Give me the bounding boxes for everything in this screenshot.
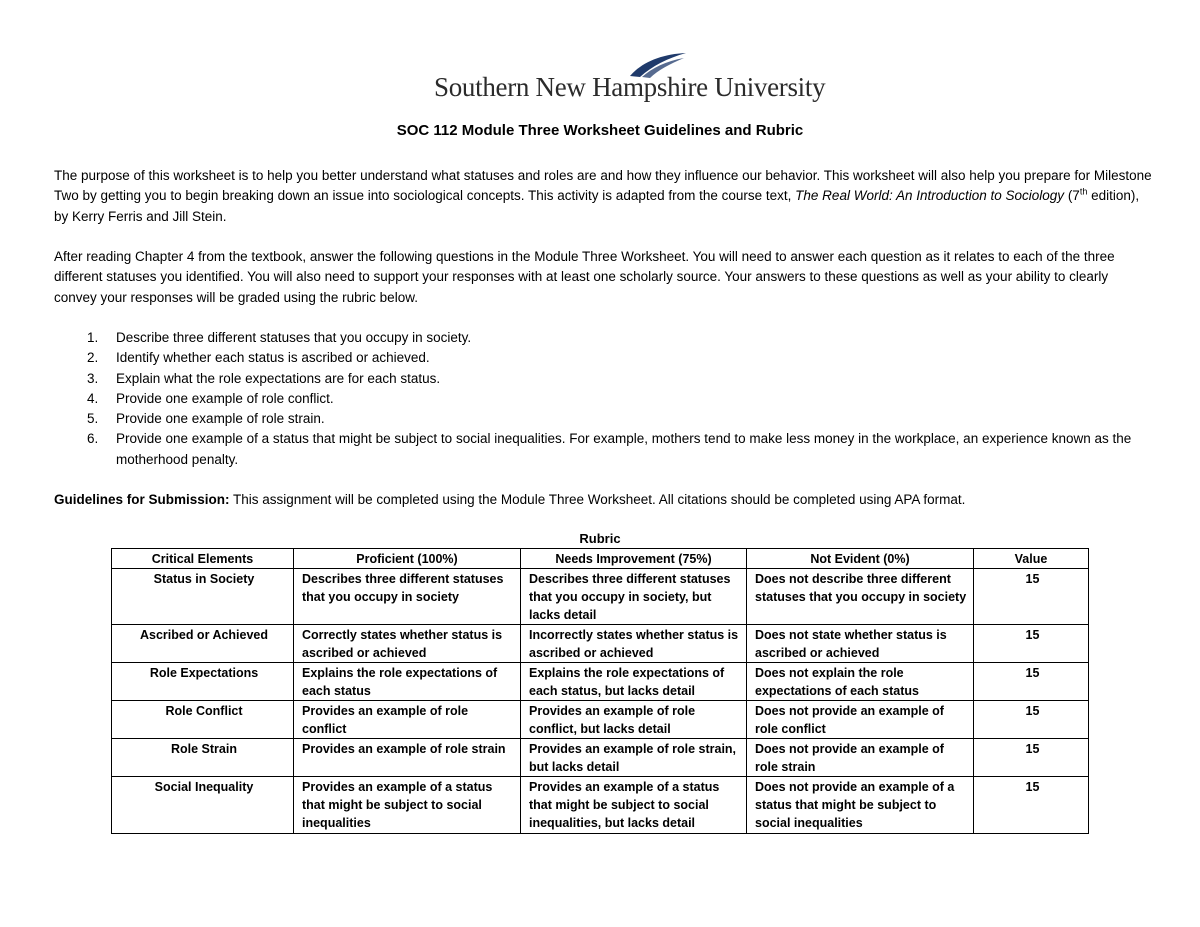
critical-element: Role Strain <box>112 739 294 777</box>
needs-improvement-cell: Describes three different statuses that you occupy in society, but lacks detail <box>521 569 747 625</box>
proficient-cell: Provides an example of role strain <box>294 739 521 777</box>
edition-open: (7 <box>1064 188 1080 204</box>
snhu-logo <box>434 52 826 102</box>
critical-element: Role Expectations <box>112 663 294 701</box>
edition-close: edition), by Kerry Ferris and Jill Stein. <box>54 188 1140 224</box>
header-not-evident: Not Evident (0%) <box>747 549 974 569</box>
question-list <box>54 328 1154 470</box>
proficient-cell: Provides an example of a status that might be subject to social inequalities <box>294 777 521 834</box>
page-title: SOC 112 Module Three Worksheet Guidelines and Rubric <box>396 122 804 139</box>
rubric-header-row <box>112 549 1089 569</box>
needs-improvement-cell: Provides an example of role strain, but lacks detail <box>521 739 747 777</box>
value-cell: 15 <box>974 569 1089 625</box>
logo-text: Southern New Hampshire University <box>434 72 826 102</box>
question-text: Explain what the role expectations are for each status. <box>116 370 441 386</box>
list-item <box>54 389 1154 409</box>
not-evident-cell: Does not provide an example of role strain <box>747 739 974 777</box>
proficient-cell: Correctly states whether status is ascribed or achieved <box>294 625 521 663</box>
question-number: 6. <box>87 431 99 447</box>
needs-improvement-cell: Explains the role expectations of each status, but lacks detail <box>521 663 747 701</box>
question-text: Provide one example of role strain. <box>116 411 325 427</box>
critical-element: Social Inequality <box>112 777 294 834</box>
intro-text: The purpose of this worksheet is to help you better understand what statuses and roles are and how they influence our behavior. This worksheet will also help you prepare for Milestone Two by getting you to begin breaking down an issue into sociological concepts. This activity is adapted from the course text, <box>54 168 1152 204</box>
edition-sup: th <box>1079 186 1088 197</box>
needs-improvement-cell: Incorrectly states whether status is ascribed or achieved <box>521 625 747 663</box>
not-evident-cell: Does not provide an example of role conflict <box>747 701 974 739</box>
table-row <box>112 777 1089 834</box>
guidelines-text: This assignment will be completed using the Module Three Worksheet. All citations should be completed using APA format. <box>229 492 966 507</box>
proficient-cell: Explains the role expectations of each status <box>294 663 521 701</box>
list-item <box>54 409 1154 429</box>
not-evident-cell: Does not describe three different statuses that you occupy in society <box>747 569 974 625</box>
guidelines-label: Guidelines for Submission: <box>54 492 230 507</box>
table-row <box>112 569 1089 625</box>
list-item <box>54 369 1154 389</box>
list-item <box>54 328 1154 348</box>
table-row <box>112 625 1089 663</box>
question-number: 3. <box>87 370 99 386</box>
question-number: 4. <box>87 390 99 406</box>
proficient-cell: Describes three different statuses that you occupy in society <box>294 569 521 625</box>
question-text: Identify whether each status is ascribed or achieved. <box>116 350 430 366</box>
question-number: 5. <box>87 411 99 427</box>
critical-element: Role Conflict <box>112 701 294 739</box>
question-number: 1. <box>87 330 99 345</box>
list-item <box>54 348 1154 368</box>
header-proficient: Proficient (100%) <box>294 549 521 569</box>
rubric-table <box>111 548 1089 834</box>
header-critical-elements: Critical Elements <box>112 549 294 569</box>
not-evident-cell: Does not state whether status is ascribed or achieved <box>747 625 974 663</box>
submission-guidelines <box>54 490 1154 510</box>
question-number: 2. <box>87 350 99 366</box>
header-needs-improvement: Needs Improvement (75%) <box>521 549 747 569</box>
needs-improvement-cell: Provides an example of a status that might be subject to social inequalities, but lacks detail <box>521 777 747 834</box>
list-item <box>54 429 1154 470</box>
critical-element: Status in Society <box>112 569 294 625</box>
not-evident-cell: Does not provide an example of a status that might be subject to social inequalities <box>747 777 974 834</box>
table-row <box>112 739 1089 777</box>
critical-element: Ascribed or Achieved <box>112 625 294 663</box>
question-text: Describe three different statuses that you occupy in society. <box>116 330 472 345</box>
intro-paragraph <box>54 166 1154 227</box>
book-title: The Real World: An Introduction to Sociology <box>795 188 1065 204</box>
needs-improvement-cell: Provides an example of role conflict, but lacks detail <box>521 701 747 739</box>
question-text: Provide one example of role conflict. <box>116 390 334 406</box>
table-row <box>112 663 1089 701</box>
rubric-caption: Rubric <box>579 531 621 546</box>
question-text: Provide one example of a status that might be subject to social inequalities. For example, mothers tend to make less money in the workplace, an experience known as the motherhood penalty. <box>116 431 1132 467</box>
value-cell: 15 <box>974 663 1089 701</box>
value-cell: 15 <box>974 625 1089 663</box>
table-row <box>112 701 1089 739</box>
header-value: Value <box>974 549 1089 569</box>
not-evident-cell: Does not explain the role expectations of each status <box>747 663 974 701</box>
instructions-paragraph: After reading Chapter 4 from the textbook, answer the following questions in the Module Three Worksheet. You will need to answer each question as it relates to each of the three different statuses you identified. You will also need to support your responses with at least one scholarly source. Your answers to these questions as well as your ability to clearly convey your responses will be graded using the rubric below. <box>54 249 1115 305</box>
value-cell: 15 <box>974 739 1089 777</box>
value-cell: 15 <box>974 701 1089 739</box>
proficient-cell: Provides an example of role conflict <box>294 701 521 739</box>
value-cell: 15 <box>974 777 1089 834</box>
